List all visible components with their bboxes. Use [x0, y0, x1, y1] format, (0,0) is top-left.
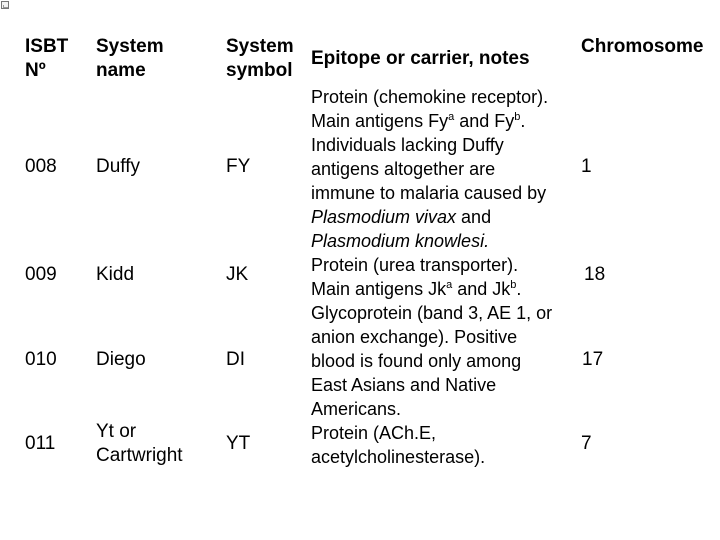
header-system-symbol: System symbol: [226, 36, 294, 81]
row-isbt: 010: [25, 349, 57, 370]
header-system-name: System name: [96, 36, 164, 81]
row-notes: Protein (urea transporter). Main antigens Jk$^a$ and Jk$^b$.: [311, 255, 522, 299]
row-isbt: 011: [25, 433, 56, 454]
row-notes: Glycoprotein (band 3, AE 1, or anion exchange). Positive blood is found only among East Asians and Native Americans.: [311, 303, 553, 419]
row-chromosome: 7: [581, 433, 592, 454]
row-symbol: JK: [226, 264, 249, 285]
header-isbt: ISBT Nº: [25, 36, 69, 81]
header-epitope: Epitope or carrier, notes: [311, 48, 530, 69]
row-notes: Protein (chemokine receptor). Main antigens Fy$^a$ and Fy$^b$. Individuals lacking Duffy antigens altogether are immune to malaria caused by Plasmodium vivax and Plasmodium knowlesi.: [311, 87, 549, 251]
row-notes: Protein (ACh.E, acetylcholinesterase).: [311, 423, 486, 467]
row-isbt: 008: [25, 156, 57, 177]
row-chromosome: 1: [581, 156, 592, 177]
row-chromosome: 17: [582, 349, 604, 370]
row-isbt: 009: [25, 264, 57, 285]
broken-image-icon: [1, 1, 9, 9]
row-name: Kidd: [96, 264, 135, 285]
row-name: Diego: [96, 349, 146, 370]
row-chromosome: 18: [584, 264, 606, 285]
row-symbol: FY: [226, 156, 251, 177]
row-name: Yt or Cartwright: [96, 421, 183, 466]
header-chromosome: Chromosome: [581, 36, 704, 57]
row-name: Duffy: [96, 156, 141, 177]
row-symbol: YT: [226, 433, 251, 454]
row-symbol: DI: [226, 349, 245, 370]
